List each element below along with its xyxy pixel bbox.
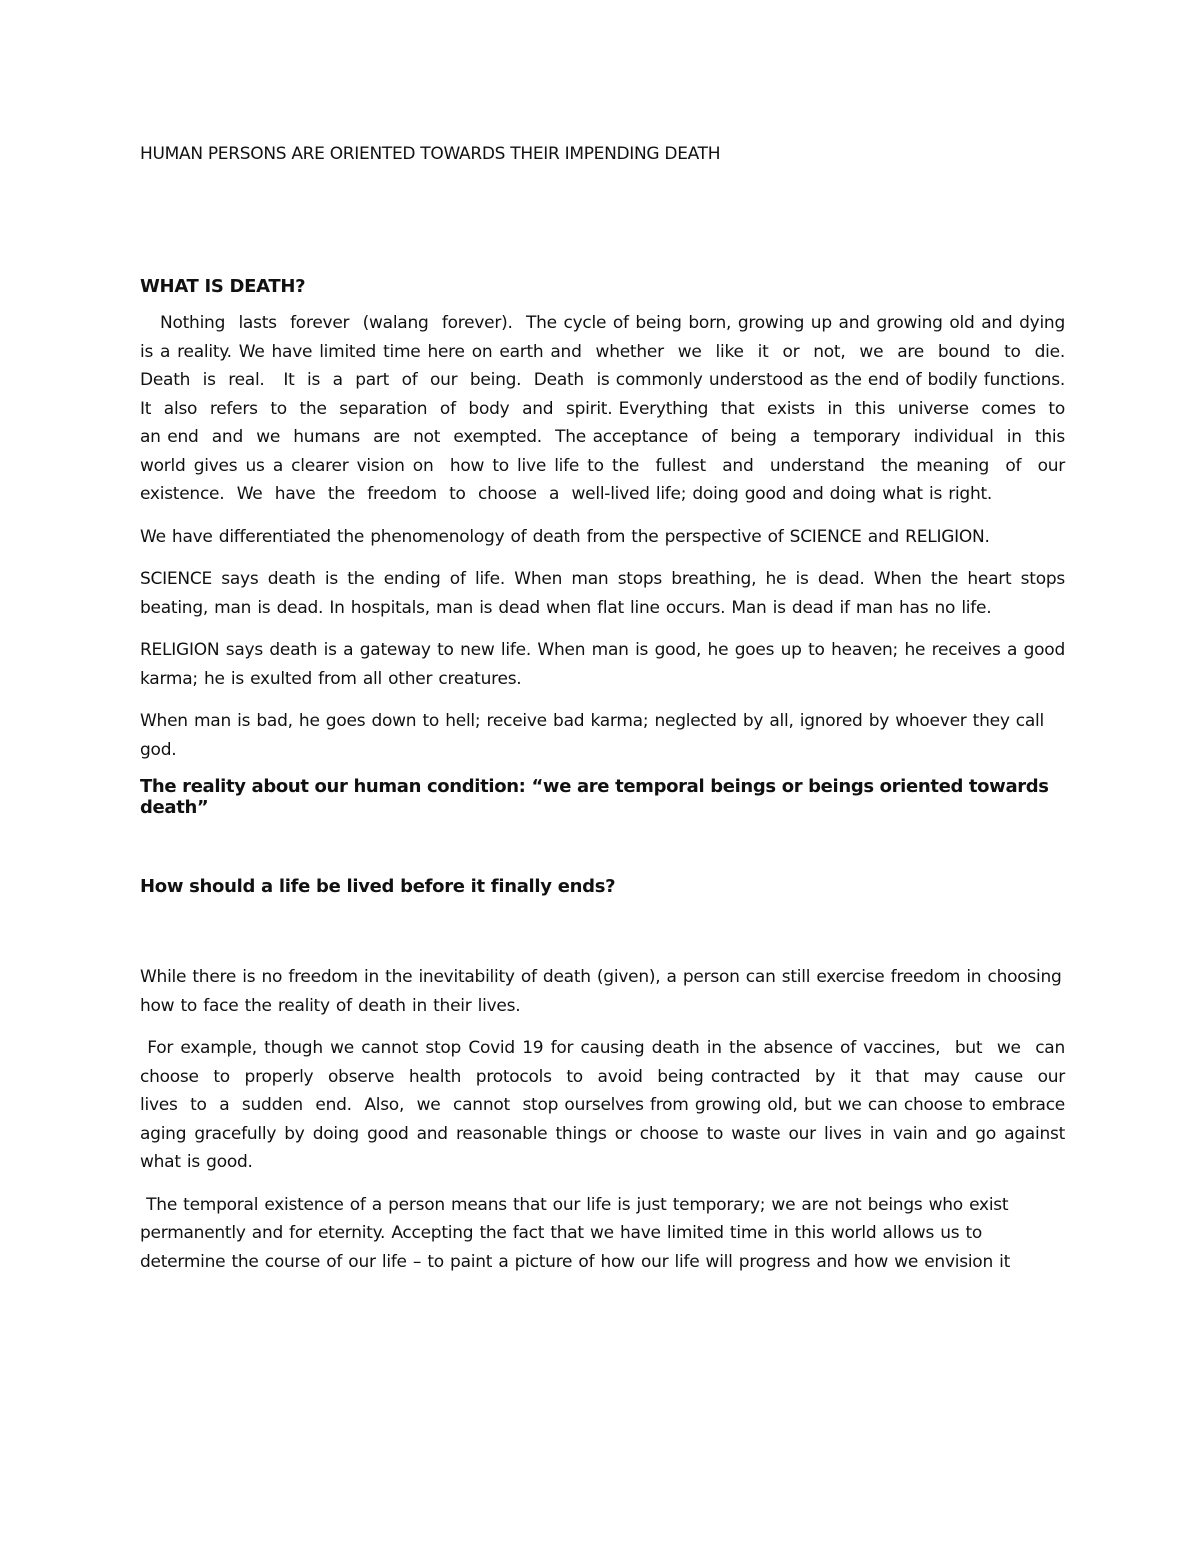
document-body — [140, 140, 1078, 1276]
heading-how-should-life-be-lived: How should a life be lived before it finally ends? — [140, 876, 616, 897]
paragraph-freedom: While there is no freedom in the inevitability of death (given), a person can still exercise freedom in choosing how to face the reality of death in their lives. — [140, 967, 1062, 1016]
paragraph-nothing-lasts-forever: Nothing lasts forever (walang forever). The cycle of being born, growing up and growing old and dying is a reality. We have limited time here on earth and whether we like it or not, we are bound to die. Death is real. It is a part of our being. Death is commonly understood as the end of bodily functions. It also refers to the separation of body and spirit. Everything that exists in this universe comes to an end and we humans are not exempted. The acceptance of being a temporary individual in this world gives us a clearer vision on how to live life to the fullest and understand the meaning of our existence. We have the freedom to choose a well-lived life; doing good and doing what is right. — [140, 313, 1078, 504]
reality-statement: The reality about our human condition: “we are temporal beings or beings oriented towards death” — [140, 776, 1049, 818]
paragraph-temporal-existence: The temporal existence of a person means that our life is just temporary; we are not beings who exist permanently and for eternity. Accepting the fact that we have limited time in this world allows us to determine the course of our life – to paint a picture of how our life will progress and how we envision it — [140, 1194, 1015, 1272]
paragraph-phenomenology: We have differentiated the phenomenology of death from the perspective of SCIENCE and RELIGION. — [140, 526, 990, 547]
heading-what-is-death: WHAT IS DEATH? — [140, 276, 306, 297]
paragraph-covid-example: For example, though we cannot stop Covid 19 for causing death in the absence of vaccines, but we can choose to properly observe health protocols to avoid being contracted by it that may cause our lives to a sudden end. Also, we cannot stop ourselves from growing old, but we can choose to embrace aging gracefully by doing good and reasonable things or choose to waste our lives in vain and go against what is good. — [140, 1038, 1078, 1172]
document-title: HUMAN PERSONS ARE ORIENTED TOWARDS THEIR IMPENDING DEATH — [140, 144, 721, 164]
paragraph-science: SCIENCE says death is the ending of life. When man stops breathing, he is dead. When the heart stops beating, man is dead. In hospitals, man is dead when flat line occurs. Man is dead if man has no life. — [140, 569, 1065, 618]
paragraph-bad-man: When man is bad, he goes down to hell; receive bad karma; neglected by all, ignored by whoever they call god. — [140, 711, 1045, 760]
paragraph-religion: RELIGION says death is a gateway to new life. When man is good, he goes up to heaven; he receives a good karma; he is exulted from all other creatures. — [140, 640, 1065, 689]
